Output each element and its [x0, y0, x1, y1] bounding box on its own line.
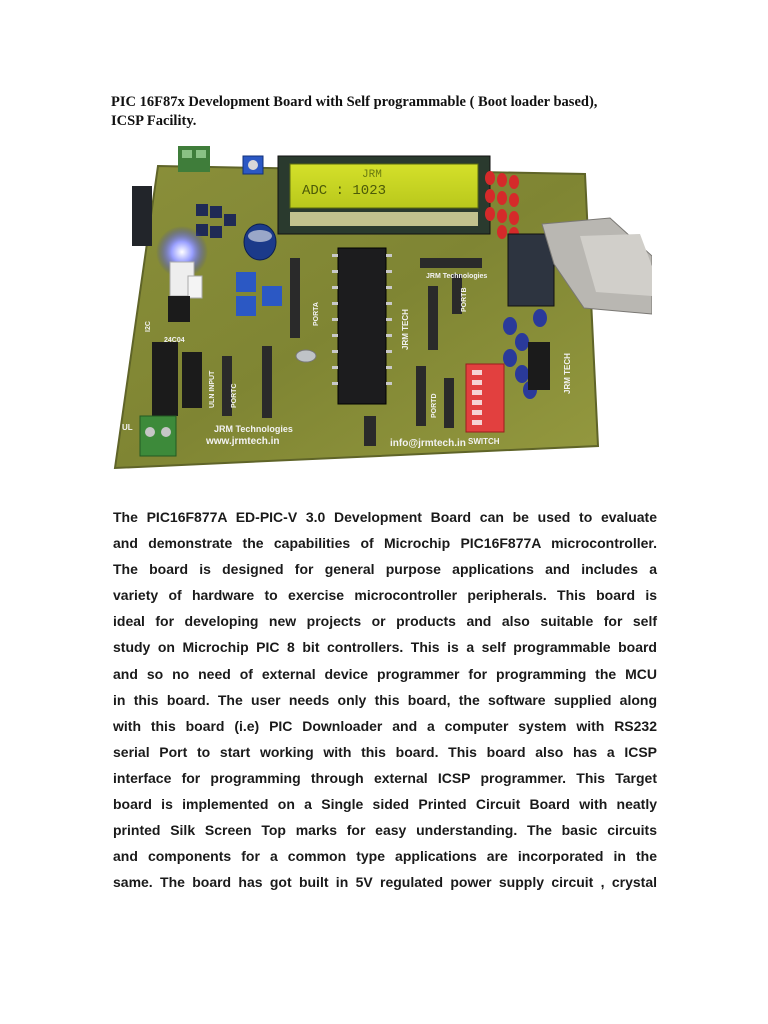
silk-uln-input: ULN INPUT — [209, 370, 216, 408]
silk-porta: PORTA — [313, 302, 320, 326]
paragraph-line: serial Port to start working with this board. This board also has a ICSP — [113, 743, 657, 760]
lcd-line-2: ADC : 1023 — [302, 183, 387, 199]
silk-brand-2: JRM Technologies — [426, 273, 488, 280]
paragraph-line: The PIC16F877A ED-PIC-V 3.0 Development Board can be used to evaluate — [113, 509, 657, 525]
silk-brand: JRM Technologies — [214, 424, 293, 434]
paragraph-line: ideal for developing new projects or products and also suitable for self — [113, 613, 657, 630]
power-terminal — [178, 146, 210, 172]
silk-jrmtech-2: JRM TECH — [563, 353, 572, 394]
silk-uln: UL — [122, 423, 133, 432]
paragraph-line: interface for programming through external ICSP programmer. This Target — [113, 769, 657, 786]
paragraph-line: study on Microchip PIC 8 bit controllers. This is a self programmable board — [113, 639, 657, 656]
lcd-line-1: JRM — [362, 169, 382, 181]
silk-portb: PORTB — [461, 287, 468, 312]
heading-line-1: PIC 16F87x Development Board with Self programmable ( Boot loader based), — [111, 94, 598, 110]
paragraph-line: with this board (i.e) PIC Downloader and a computer system with RS232 — [113, 717, 657, 734]
lcd-module — [278, 156, 490, 234]
paragraph-line: and so no need of external device programmer for programming the MCU — [113, 665, 657, 682]
description-paragraph — [113, 504, 657, 895]
silk-url: www.jrmtech.in — [206, 436, 280, 447]
silk-i2c: I2C — [145, 321, 152, 332]
document-heading — [111, 93, 671, 131]
pic16f877a-chip — [332, 248, 392, 404]
silk-jrmtech: JRM TECH — [401, 309, 410, 350]
paragraph-line: same. The board has got built in 5V regulated power supply circuit , crystal — [113, 874, 657, 891]
paragraph-line: board is implemented on a Single sided Printed Circuit Board with neatly — [113, 796, 657, 813]
silk-email: info@jrmtech.in — [390, 438, 466, 449]
development-board-photo — [110, 146, 652, 470]
paragraph-line: The board is designed for general purpose applications and includes a — [113, 561, 657, 578]
paragraph-line: variety of hardware to exercise microcontroller peripherals. This board is — [113, 587, 657, 604]
silk-switch-label: SWITCH — [468, 437, 500, 446]
paragraph-line: and demonstrate the capabilities of Microchip PIC16F877A microcontroller. — [113, 535, 657, 552]
dip-switch — [466, 364, 504, 432]
heading-line-2: ICSP Facility. — [111, 113, 197, 129]
paragraph-line: printed Silk Screen Top marks for easy understanding. The basic circuits — [113, 822, 657, 839]
paragraph-line: in this board. The user needs only this board, the software supplied along — [113, 691, 657, 708]
paragraph-line: and components for a common type applications are incorporated in the — [113, 848, 657, 865]
silk-portd: PORTD — [431, 393, 438, 418]
silk-portc: PORTC — [231, 383, 238, 408]
silk-24c04: 24C04 — [164, 337, 185, 344]
